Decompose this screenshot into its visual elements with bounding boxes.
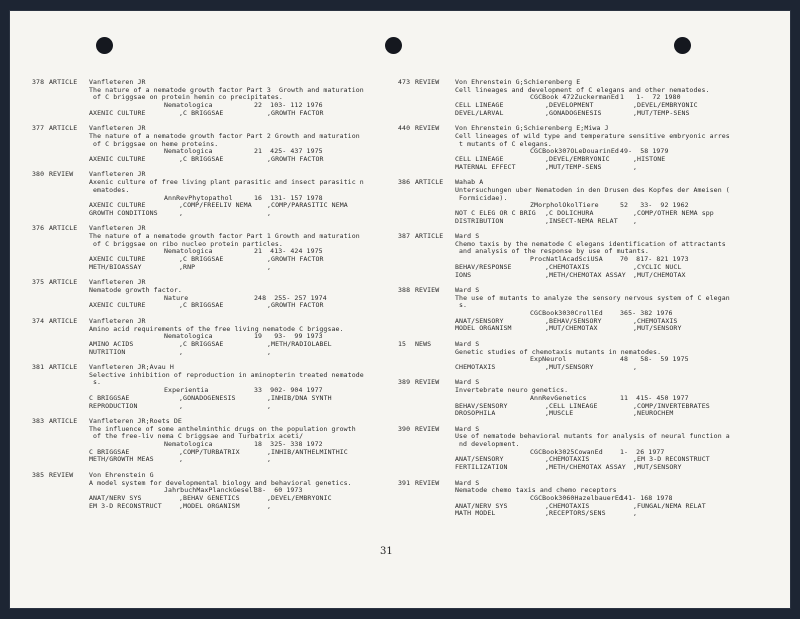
keyword: , [179,208,184,217]
entry-number: 374 [32,316,45,325]
keyword: ,INHIB/DNA SYNTH [267,393,332,402]
entry-title: nd development. [459,440,520,449]
keyword: ,INSECT-NEMA RELAT [545,216,618,225]
keyword: ,C BRIGGSAE [179,301,224,310]
keyword: , [179,455,184,464]
entry-source: Experientia [164,386,209,395]
keyword: ,C BRIGGSAE [179,154,224,163]
entry-source: CGCBook3025CowanEd [530,447,603,456]
citation-entry [398,287,768,333]
entry-number: 391 [398,478,411,487]
entry-author: Wahab A [455,178,484,187]
entry-citation: 365- 382 1976 [620,309,673,318]
binder-hole [96,37,113,54]
keyword: ,CHEMOTAXIS [545,501,590,510]
citation-entry [398,179,768,225]
entry-title: s. [93,378,102,387]
keyword: , [633,162,638,171]
entry-number: 15 [398,339,407,348]
entry-type: ARTICLE [49,124,78,133]
keyword: , [179,401,184,410]
entry-title: Formicidae). [459,193,508,202]
entry-type: REVIEW [415,424,440,433]
keyword: ,DEVEL/EMBRYONIC [545,154,610,163]
entry-type: ARTICLE [49,278,78,287]
keyword: MATERNAL EFFECT [455,162,516,171]
entry-source: Nematologica [164,101,213,110]
entry-title: of C briggsae on heme proteins. [93,139,219,148]
entry-author: Von Ehrenstein G;Schierenberg E;Miwa J [455,124,609,133]
keyword: AXENIC CULTURE [89,301,146,310]
entry-author: Vanfleteren JR [89,278,146,287]
entry-citation: 16 131- 157 1978 [254,193,323,202]
entry-type: REVIEW [49,470,74,479]
keyword: ,CHEMOTAXIS [545,262,590,271]
keyword: MATH MODEL [455,509,496,518]
entry-source: JahrbuchMaxPlanckGesell [164,486,257,495]
entry-citation: 18 325- 338 1972 [254,440,323,449]
citation-entry [398,233,768,279]
entry-source: ProcNatlAcadSciUSA [530,255,603,264]
keyword: C BRIGGSAE [89,447,130,456]
keyword: ,GONADOGENESIS [545,108,602,117]
entry-number: 375 [32,278,45,287]
keyword: ,MUT/SENSORY [633,463,682,472]
page-number: 31 [380,546,393,557]
entry-number: 390 [398,424,411,433]
entry-source: ExpNeurol [530,355,567,364]
keyword: ,MUT/SENSORY [633,324,682,333]
entry-number: 378 [32,78,45,86]
entry-author: Ward S [455,286,480,294]
entry-citation: 1- 26 1977 [620,447,665,456]
keyword: ,COMP/TURBATRIX [179,447,240,456]
entry-title: s. [459,301,468,310]
citation-entry [398,379,768,417]
keyword: ,COMP/PARASITIC NEMA [267,201,348,210]
entry-citation: 21 413- 424 1975 [254,247,323,256]
keyword: ,DEVEL/EMBRYONIC [267,494,332,502]
entry-type: NEWS [415,339,432,348]
keyword: , [267,455,272,464]
keyword: METH/BIOASSAY [89,262,142,271]
entry-number: 387 [398,232,411,241]
keyword: METH/GROWTH MEAS [89,455,154,464]
entry-title: Use of nematode behavioral mutants for analysis of neural function a [455,432,730,441]
keyword: AMINO ACIDS [89,339,134,348]
entry-author: Ward S [455,478,480,487]
keyword: NUTRITION [89,347,126,356]
keyword: , [267,401,272,410]
entry-number: 376 [32,224,45,233]
entry-type: ARTICLE [49,417,78,426]
keyword: DEVEL/LARVAL [455,108,504,117]
entry-citation: 48 58- 59 1975 [620,355,689,364]
entry-title: t mutants of C elegans. [459,139,552,148]
entry-title: Amino acid requirements of the free living nematode C briggsae. [89,324,344,333]
keyword: FERTILIZATION [455,463,508,472]
entry-author: Vanfleteren JR;Avau H [89,363,174,372]
entry-type: REVIEW [415,78,440,86]
entry-citation: 52 33- 92 1962 [620,201,689,210]
entry-type: ARTICLE [415,178,444,187]
keyword: ,GROWTH FACTOR [267,108,324,117]
entry-title: Invertebrate neuro genetics. [455,386,569,395]
keyword: NOT C ELEG OR C BRIG [455,208,536,217]
entry-source: CGCBook3030CrollEd [530,309,603,318]
entry-number: 386 [398,178,411,187]
keyword: ,RECEPTORS/SENS [545,509,606,518]
binder-hole [385,37,402,54]
keyword: AXENIC CULTURE [89,108,146,117]
entry-title: Nematode chemo taxis and chemo receptors [455,486,617,495]
entry-citation: 33 902- 904 1977 [254,386,323,395]
entry-number: 389 [398,378,411,387]
keyword: BEHAV/SENSORY [455,401,508,410]
citation-entry [32,125,392,163]
keyword: ,GONADOGENESIS [179,393,236,402]
entry-title: Selective inhibition of reproduction in aminopterin treated nematode [89,370,364,379]
citation-entry [32,472,392,510]
keyword: ,COMP/OTHER NEMA spp [633,208,714,217]
entry-type: REVIEW [415,378,440,387]
entry-title: The influence of some anthelminthic drugs on the population growth [89,424,356,433]
entry-title: Cell lineages and development of C elegans and other nematodes. [455,85,710,94]
entry-author: Von Ehrenstein G [89,470,154,479]
keyword: GROWTH CONDITIONS [89,208,158,217]
keyword: ,METH/CHEMOTAX ASSAY [545,270,626,279]
entry-author: Vanfleteren JR [89,78,146,86]
entry-source: ZMorpholOkolTiere [530,201,599,210]
entry-number: 473 [398,78,411,86]
entry-author: Vanfleteren JR [89,170,146,179]
entry-title: of C briggsae on ribo nucleo protein particles. [93,239,283,248]
entry-source: CGCBook307OLeDouarinEd [530,147,619,156]
keyword: , [267,501,272,510]
keyword: ,GROWTH FACTOR [267,301,324,310]
entry-type: ARTICLE [415,232,444,241]
keyword: ANAT/SENSORY [455,316,504,325]
entry-title: Chemo taxis by the nematode C elegans identification of attractants [455,239,726,248]
keyword: ,MODEL ORGANISM [179,501,240,510]
citation-entry [398,125,768,171]
entry-source: AnnRevPhytopathol [164,193,233,202]
keyword: , [179,347,184,356]
keyword: , [633,509,638,518]
keyword: DROSOPHILA [455,409,496,418]
keyword: ,BEHAV/SENSORY [545,316,602,325]
keyword: , [267,208,272,217]
keyword: ,C BRIGGSAE [179,339,224,348]
keyword: ,GROWTH FACTOR [267,255,324,264]
keyword: ,METH/RADIOLABEL [267,339,332,348]
keyword: IONS [455,270,472,279]
keyword: , [267,262,272,271]
keyword: DISTRIBUTION [455,216,504,225]
entry-source: Nematologica [164,147,213,156]
right-column [398,79,768,526]
keyword: MODEL ORGANISM [455,324,512,333]
citation-entry [32,279,392,310]
citation-entry [32,225,392,271]
entry-number: 385 [32,470,45,479]
keyword: ,EM 3-D RECONSTRUCT [633,455,710,464]
entry-citation: 248 255- 257 1974 [254,293,327,302]
entry-title: Nematode growth factor. [89,286,182,294]
citation-entry [32,318,392,356]
keyword: ,C BRIGGSAE [179,108,224,117]
entry-number: 380 [32,170,45,179]
entry-citation: 49- 58 1979 [620,147,669,156]
entry-source: AnnRevGenetics [530,393,587,402]
entry-type: REVIEW [49,170,74,179]
entry-source: Nematologica [164,247,213,256]
entry-number: 388 [398,286,411,294]
keyword: ,METH/CHEMOTAX ASSAY [545,463,626,472]
entry-citation: 70 817- 821 1973 [620,255,689,264]
keyword: ,C BRIGGSAE [179,255,224,264]
keyword: , [633,216,638,225]
entry-type: REVIEW [415,286,440,294]
entry-author: Vanfleteren JR [89,124,146,133]
keyword: ,CELL LINEAGE [545,401,598,410]
citation-entry [398,79,768,117]
entry-citation: 19 93- 99 1973 [254,332,323,341]
entry-source: CGCBook3060HazelbauerEd [530,494,623,502]
entry-author: Ward S [455,378,480,387]
keyword: ,CHEMOTAXIS [633,316,678,325]
entry-author: Von Ehrenstein G;Schierenberg E [455,78,581,86]
keyword: AXENIC CULTURE [89,201,146,210]
keyword: ,FUNGAL/NEMA RELAT [633,501,706,510]
keyword: , [267,347,272,356]
keyword: ,COMP/FREELIV NEMA [179,201,252,210]
entry-citation: 38- 60 1973 [254,486,303,495]
citation-entry [32,79,392,117]
entry-author: Ward S [455,339,480,348]
keyword: AXENIC CULTURE [89,154,146,163]
keyword: ,MUT/SENSORY [545,362,594,371]
entry-author: Ward S [455,424,480,433]
citation-entry [398,426,768,472]
left-column [32,79,392,518]
keyword: REPRODUCTION [89,401,138,410]
keyword: ,DEVEL/EMBRYONIC [633,101,698,110]
keyword: ,NEUROCHEM [633,409,674,418]
entry-title: ematodes. [93,185,130,194]
keyword: ,C DOLICHURA [545,208,594,217]
keyword: CELL LINEAGE [455,101,504,110]
keyword: BEHAV/RESPONSE [455,262,512,271]
keyword: CHEMOTAXIS [455,362,496,371]
keyword: ,INHIB/ANTHELMINTHIC [267,447,348,456]
keyword: , [633,362,638,371]
entry-citation: 1 1- 72 1980 [620,93,681,102]
keyword: ,GROWTH FACTOR [267,154,324,163]
entry-author: Vanfleteren JR [89,224,146,233]
entry-title: of the free-liv nema C briggsae and Turbatrix aceti/ [93,432,304,441]
entry-title: Axenic culture of free living plant parasitic and insect parasitic n [89,178,364,187]
keyword: ANAT/SENSORY [455,455,504,464]
binder-hole [674,37,691,54]
keyword: ,MUT/CHEMOTAX [545,324,598,333]
citation-entry [32,171,392,217]
entry-source: CGCBook 472ZuckermanEd [530,93,619,102]
keyword: AXENIC CULTURE [89,255,146,264]
entry-type: REVIEW [415,124,440,133]
entry-number: 377 [32,124,45,133]
citation-entry [398,480,768,518]
entry-type: ARTICLE [49,78,78,86]
entry-number: 381 [32,363,45,372]
entry-title: The nature of a nematode growth factor Part 1 Growth and maturation [89,232,360,241]
keyword: ,CYCLIC NUCL [633,262,682,271]
keyword: ,BEHAV GENETICS [179,494,240,502]
entry-citation: 141- 168 1978 [620,494,673,502]
entry-title: The nature of a nematode growth factor Part 3 Growth and maturation [89,85,364,94]
entry-citation: 21 425- 437 1975 [254,147,323,156]
entry-author: Vanfleteren JR [89,316,146,325]
entry-type: ARTICLE [49,363,78,372]
keyword: ,MUT/TEMP-SENS [633,108,690,117]
citation-entry [32,418,392,464]
entry-title: Cell lineages of wild type and temperature sensitive embryonic arres [455,131,730,140]
keyword: ANAT/NERV SYS [89,494,142,502]
keyword: ,MUT/CHEMOTAX [633,270,686,279]
entry-author: Ward S [455,232,480,241]
entry-title: and analysis of the response by use of mutants. [459,247,649,256]
keyword: ,DEVELOPMENT [545,101,594,110]
citation-entry [398,341,768,372]
keyword: ,COMP/INVERTEBRATES [633,401,710,410]
entry-type: ARTICLE [49,224,78,233]
entry-title: The nature of a nematode growth factor Part 2 Growth and maturation [89,131,360,140]
entry-citation: 22 103- 112 1976 [254,101,323,110]
keyword: ,CHEMOTAXIS [545,455,590,464]
entry-title: of C briggsae on protein hemin co precipitates. [93,93,283,102]
citation-entry [32,364,392,410]
entry-type: ARTICLE [49,316,78,325]
keyword: ,MUT/TEMP-SENS [545,162,602,171]
keyword: EM 3-D RECONSTRUCT [89,501,162,510]
keyword: ,HISTONE [633,154,666,163]
keyword: ,MUSCLE [545,409,574,418]
entry-citation: 11 415- 450 1977 [620,393,689,402]
keyword: ANAT/NERV SYS [455,501,508,510]
entry-source: Nature [164,293,189,302]
entry-title: The use of mutants to analyze the sensory nervous system of C elegan [455,293,730,302]
entry-title: A model system for developmental biology and behavioral genetics. [89,478,352,487]
entry-author: Vanfleteren JR;Roets DE [89,417,182,426]
entry-type: REVIEW [415,478,440,487]
keyword: ,RNP [179,262,196,271]
keyword: C BRIGGSAE [89,393,130,402]
keyword: CELL LINEAGE [455,154,504,163]
entry-number: 440 [398,124,411,133]
document-page [10,11,790,608]
entry-source: Nematologica [164,440,213,449]
entry-source: Nematologica [164,332,213,341]
entry-number: 383 [32,417,45,426]
entry-title: Untersuchungen uber Nematoden in den Drusen des Kopfes der Ameisen ( [455,185,730,194]
entry-title: Genetic studies of chemotaxis mutants in nematodes. [455,347,662,356]
